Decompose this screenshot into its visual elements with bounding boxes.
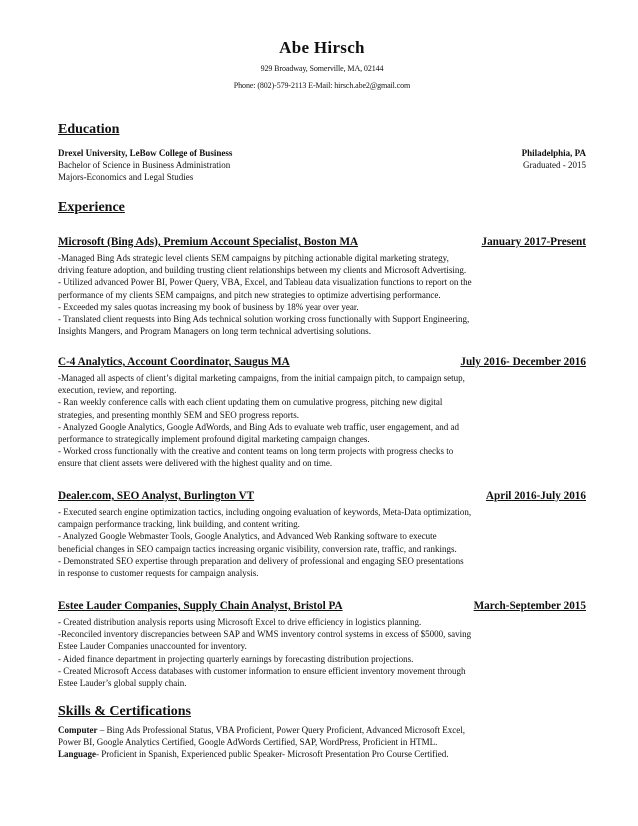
resume-header <box>58 38 586 90</box>
job-bullet: -Managed Bing Ads strategic level clients SEM campaigns by pitching actionable digital marketing strategy, <box>58 253 449 263</box>
skills-computer-label: Computer <box>58 725 98 735</box>
job-bullets <box>58 506 586 579</box>
job-heading <box>58 599 586 613</box>
job-bullet: - Analyzed Google Analytics, Google AdWords, and Bing Ads to evaluate web traffic, user engagement, and ad <box>58 421 460 432</box>
job-entry <box>58 235 586 337</box>
address: 929 Broadway, Somerville, MA, 02144 <box>260 64 384 73</box>
job-heading <box>58 235 586 249</box>
job-bullet: - Created Microsoft Access databases with customer information to ensure efficient inventory movement through <box>58 665 466 676</box>
section-title-skills: Skills & Certifications <box>58 704 191 719</box>
job-dates: July 2016- December 2016 <box>460 356 586 368</box>
job-entry <box>58 489 586 579</box>
job-bullets <box>58 616 586 689</box>
job-bullets <box>58 252 586 337</box>
job-bullet: Insights Mangers, and Program Managers on long term technical advertising solutions. <box>58 326 371 337</box>
job-dates: March-September 2015 <box>473 600 586 612</box>
contact-info: Phone: (802)-579-2113 E-Mail: hirsch.abe2@gmail.com <box>233 81 411 90</box>
section-title-education: Education <box>58 122 120 137</box>
job-bullet: - Executed search engine optimization tactics, including ongoing evaluation of keywords, Meta-Data optimization, <box>58 507 472 517</box>
majors: Majors-Economics and Legal Studies <box>58 172 194 182</box>
education-school-row <box>58 147 586 159</box>
section-title-experience: Experience <box>58 200 125 215</box>
skills-section <box>58 704 586 760</box>
job-title: Estee Lauder Companies, Supply Chain Analyst, Bristol PA <box>58 600 343 612</box>
job-entry <box>58 355 586 470</box>
experience-section <box>58 200 586 216</box>
job-bullet: - Translated client requests into Bing Ads technical solution working cross functionally with Support Engineering, <box>58 314 470 325</box>
graduation: Graduated - 2015 <box>523 160 586 170</box>
job-bullets <box>58 372 586 470</box>
job-entry <box>58 599 586 689</box>
job-bullet: strategies, and presenting monthly SEM and SEO progress reports. <box>58 409 299 420</box>
job-bullet: ensure that client assets were delivered with the highest quality and on time. <box>58 458 333 469</box>
resume-page <box>58 38 586 759</box>
job-bullet: - Ran weekly conference calls with each client updating them on cumulative progress, pitching new digital <box>58 397 443 408</box>
skills-language-text: - Proficient in Spanish, Experienced public Speaker- Microsoft Presentation Pro Course Certified. <box>96 749 449 759</box>
job-bullet: - Utilized advanced Power BI, Power Query, VBA, Excel, and Tableau data visualization functions to report on the <box>58 277 472 288</box>
school-location: Philadelphia, PA <box>521 148 586 158</box>
job-bullet: driving feature adoption, and building trusting client relationships between my clients and Microsoft Advertising. <box>58 265 467 276</box>
job-bullet: - Aided finance department in projecting quarterly earnings by forecasting distribution projections. <box>58 653 414 664</box>
job-title: C-4 Analytics, Account Coordinator, Saugus MA <box>58 356 290 368</box>
education-section <box>58 122 586 183</box>
job-title: Dealer.com, SEO Analyst, Burlington VT <box>58 490 255 502</box>
degree: Bachelor of Science in Business Administration <box>58 160 231 170</box>
job-bullet: -Managed all aspects of client’s digital marketing campaigns, from the initial campaign pitch, to campaign setup, <box>58 373 465 383</box>
job-heading <box>58 355 586 369</box>
job-dates: April 2016-July 2016 <box>485 490 586 502</box>
job-bullet: Estee Lauder’s global supply chain. <box>58 678 187 689</box>
job-title: Microsoft (Bing Ads), Premium Account Specialist, Boston MA <box>58 236 359 248</box>
skills-computer-continued: Power BI, Google Analytics Certified, Google AdWords Certified, SAP, WordPress, Proficient in HTML. <box>58 737 438 747</box>
education-degree-row <box>58 159 586 171</box>
job-dates: January 2017-Present <box>481 236 586 248</box>
job-bullet: campaign performance tracking, link building, and content writing. <box>58 519 300 530</box>
job-bullet: performance to strategically implement profound digital marketing campaign changes. <box>58 434 370 445</box>
candidate-name: Abe Hirsch <box>279 38 365 57</box>
job-bullet: Estee Lauder Companies unaccounted for inventory. <box>58 641 247 652</box>
school-name: Drexel University, LeBow College of Business <box>58 148 233 158</box>
job-bullet: - Worked cross functionally with the creative and content teams on long term projects with progress checks to <box>58 446 454 457</box>
job-bullet: execution, review, and reporting. <box>58 385 177 396</box>
job-heading <box>58 489 586 503</box>
job-bullet: - Exceeded my sales quotas increasing my book of business by 18% year over year. <box>58 301 359 312</box>
job-bullet: - Created distribution analysis reports using Microsoft Excel to drive efficiency in logistics planning. <box>58 617 422 627</box>
job-bullet: performance of my clients SEM campaigns, and pitch new strategies to optimize advertising performance. <box>58 289 441 300</box>
job-bullet: - Demonstrated SEO expertise through preparation and delivery of professional and engaging SEO presentations <box>58 555 464 566</box>
job-bullet: beneficial changes in SEO campaign tactics increasing organic visibility, conversion rate, traffic, and rankings. <box>58 543 457 554</box>
skills-computer-text: – Bing Ads Professional Status, VBA Proficient, Power Query Proficient, Advanced Microsoft Excel, <box>97 725 466 735</box>
job-bullet: - Analyzed Google Webmaster Tools, Google Analytics, and Advanced Web Ranking software to execute <box>58 531 437 542</box>
skills-language-label: Language <box>58 749 97 759</box>
skills-computer <box>58 724 586 736</box>
skills-language <box>58 748 586 760</box>
job-bullet: -Reconciled inventory discrepancies between SAP and WMS inventory control systems in excess of $5000, saving <box>58 629 472 640</box>
job-bullet: in response to customer requests for campaign analysis. <box>58 568 259 579</box>
